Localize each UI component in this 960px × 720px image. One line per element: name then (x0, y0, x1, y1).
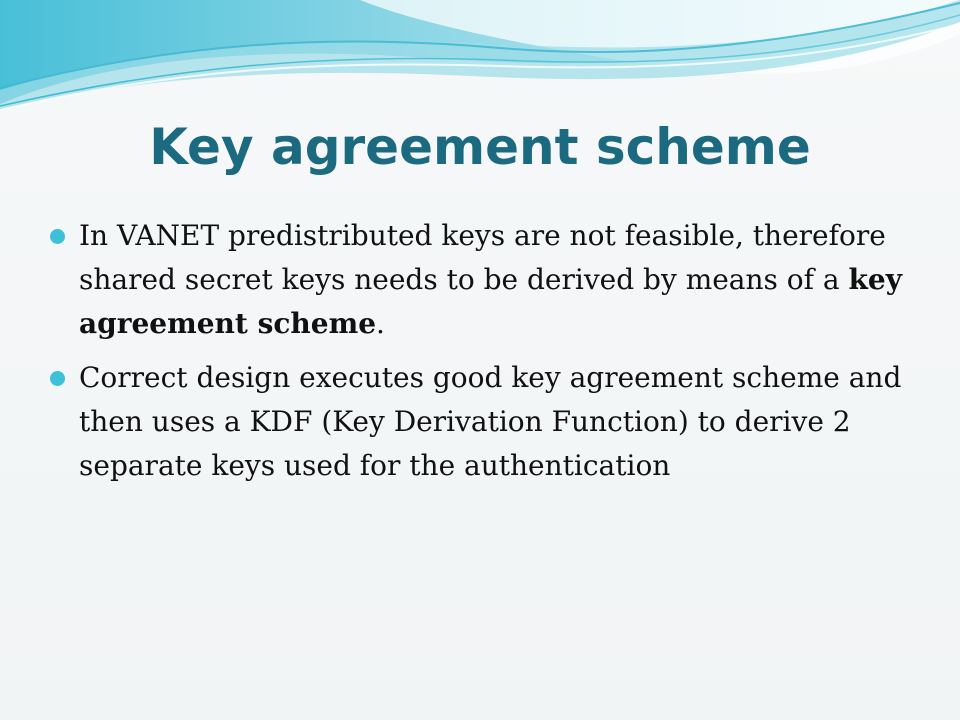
bullet-emphasis: key agreement scheme (79, 263, 903, 340)
slide-title: Key agreement scheme (149, 118, 811, 176)
wave-header-decoration (0, 0, 960, 120)
bullet-text-end: . (376, 307, 385, 340)
bullet-text: Correct design executes good key agreement scheme and then uses a KDF (Key Derivation Function) to derive 2 separate keys used for the authentication (79, 361, 902, 482)
bullet-dot-icon (50, 229, 65, 244)
bullet-text (79, 214, 910, 346)
bullet-item-kdf-design (50, 356, 910, 488)
bullet-dot-icon (50, 371, 65, 386)
bullet-item-vanet-keys (50, 214, 910, 346)
bullet-text-start: In VANET predistributed keys are not feasible, therefore shared secret keys needs to be derived by means of a (79, 219, 886, 296)
bullet-list (50, 214, 910, 498)
